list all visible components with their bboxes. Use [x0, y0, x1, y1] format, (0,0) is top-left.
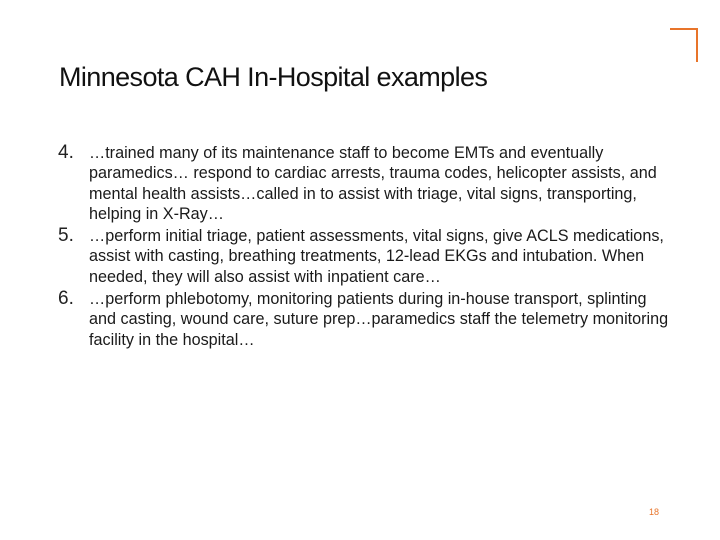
- page-number: 18: [649, 507, 660, 517]
- numbered-list: [58, 143, 678, 352]
- list-item: [58, 289, 678, 350]
- list-item-text: …perform initial triage, patient assessments, vital signs, give ACLS medications, assist with casting, breathing treatments, 12-lead EKGs and intubation. When needed, they will also assist with inpatient care…: [89, 227, 664, 286]
- list-item-text: …trained many of its maintenance staff to become EMTs and eventually paramedics… respond to cardiac arrests, trauma codes, helicopter assists, and mental health assists…called in to assist with triage, vital signs, transporting, helping in X-Ray…: [89, 144, 657, 223]
- list-item-number: 6.: [58, 288, 74, 310]
- list-item: [58, 226, 678, 287]
- slide-title: Minnesota CAH In-Hospital examples: [59, 62, 488, 92]
- list-item-text: …perform phlebotomy, monitoring patients during in-house transport, splinting and casting, wound care, suture prep…paramedics staff the telemetry monitoring facility in the hospital…: [89, 290, 669, 349]
- list-item-number: 4.: [58, 142, 74, 163]
- list-item: [58, 143, 678, 224]
- corner-accent-decoration: [670, 28, 698, 62]
- list-item-number: 5.: [58, 225, 74, 247]
